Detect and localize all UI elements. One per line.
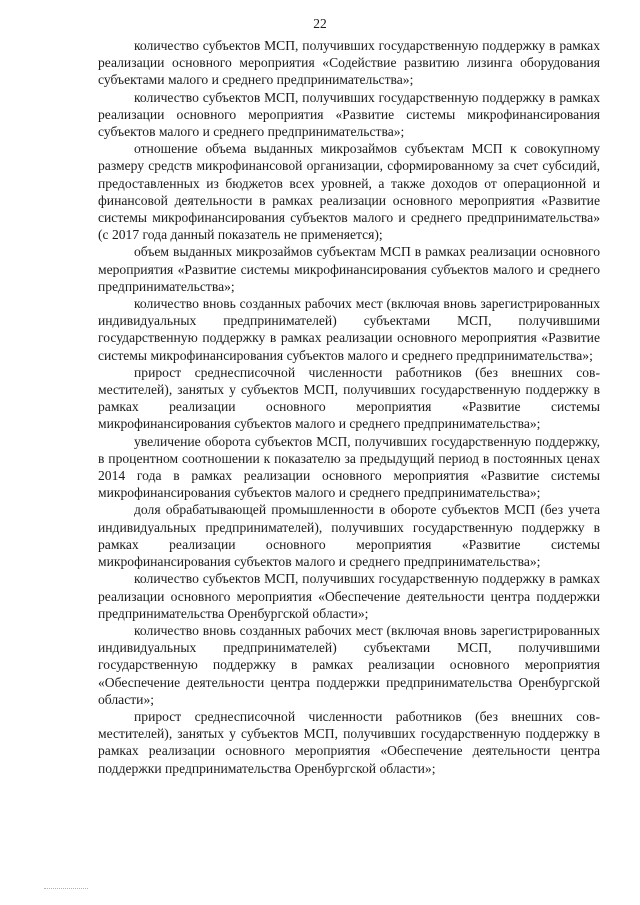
scan-edge-mark — [44, 888, 88, 890]
paragraph-microfinance-headcount-growth: прирост среднесписочной численности работников (без внешних совместителей), занятых у субъектов МСП, получивших государственную поддержку в рамках реализации основного мероприятия «Развитие системы микрофинансирования субъектов малого и среднего предпринимательства»; — [98, 364, 600, 432]
paragraph-lizing-support-count: количество субъектов МСП, получивших государственную поддержку в рамках реализации основного мероприятия «Содействие развитию лизинга оборудования субъектами малого и среднего предпринимательства»; — [98, 38, 600, 88]
paragraph-center-support-count: количество субъектов МСП, получивших государственную поддержку в рамках реализации основного мероприятия «Обеспечение деятельности центра поддержки предпринимательства Оренбургской области»; — [98, 571, 600, 621]
paragraph-microfinance-turnover-growth: увеличение оборота субъектов МСП, получивших государственную поддержку, в процентном соотношении к показателю за предыдущий период в постоянных ценах 2014 года в рамках реализации основного мероприятия «Развитие системы микрофинансирования субъектов малого и среднего предпринимательства»; — [98, 433, 600, 501]
paragraph-center-headcount-growth: прирост среднесписочной численности работников (без внешних совместителей), занятых у субъектов МСП, получивших государственную поддержку в рамках реализации основного мероприятия «Обеспечение деятельности центра поддержки предпринимательства Оренбургской области»; — [98, 708, 600, 776]
paragraph-center-new-jobs: количество вновь созданных рабочих мест (включая вновь зарегистрированных индивидуальных предпринимателей) субъектами МСП, получившими государственную поддержку в рамках реализации основного мероприятия «Обеспечение деятельности центра поддержки предпринимательства Оренбургской области»; — [98, 622, 600, 707]
paragraph-manufacturing-share: доля обрабатывающей промышленности в обороте субъектов МСП (без учета индивидуальных предпринимателей), получивших государственную поддержку в рамках реализации основного мероприятия «Развитие системы микрофинансирования субъектов малого и среднего предпринимательства»; — [98, 502, 600, 570]
page-number: 22 — [313, 16, 327, 31]
paragraph-microloan-volume: объем выданных микрозаймов субъектам МСП в рамках реализации основного мероприятия «Развитие системы микрофинансирования субъектов малого и среднего предпринимательства»; — [98, 244, 600, 294]
paragraph-microfinance-new-jobs: количество вновь созданных рабочих мест (включая вновь зарегистрированных индивидуальных предпринимателей) субъектами МСП, получившими государственную поддержку в рамках реализации основного мероприятия «Развитие системы микрофинансирования субъектов малого и среднего предпринимательства»; — [98, 296, 600, 363]
document-body — [98, 37, 600, 777]
paragraph-microloan-ratio: отношение объема выданных микрозаймов субъектам МСП к совокупному размеру средств микрофинансовой организации, сформированному за счет субсидий, предоставленных из бюджетов всех уровней, а также доходов от операционной и финансовой деятельности в рамках реализации основного мероприятия «Развитие системы микрофинансирования субъектов малого и среднего предпринимательства» (с 2017 года данный показатель не применяется); — [98, 141, 600, 243]
paragraph-microfinance-support-count: количество субъектов МСП, получивших государственную поддержку в рамках реализации основного мероприятия «Развитие системы микрофинансирования субъектов малого и среднего предпринимательства»; — [98, 89, 600, 140]
